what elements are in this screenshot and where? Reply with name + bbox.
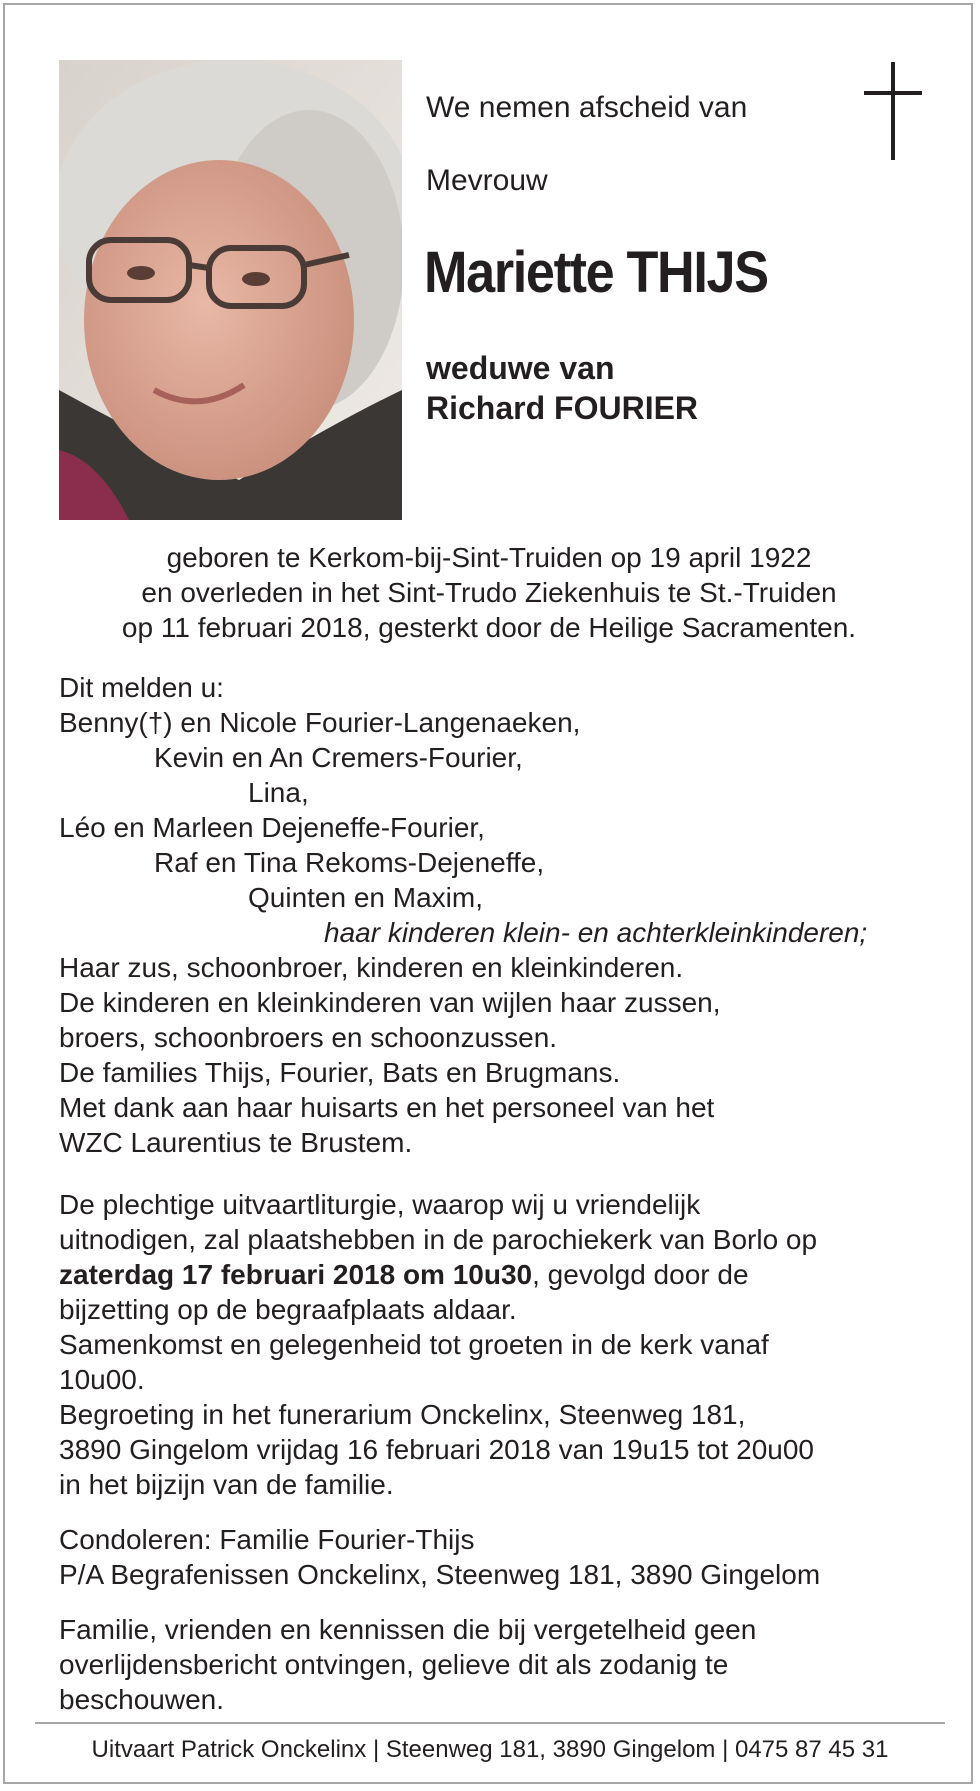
service-date: zaterdag 17 februari 2018 om 10u30	[59, 1259, 533, 1290]
deceased-name: Mariette THIJS	[424, 240, 768, 305]
service-line: De plechtige uitvaartliturgie, waarop wij u vriendelijk	[59, 1189, 701, 1220]
mourner-line: Lina,	[248, 777, 309, 808]
service-date-line	[59, 1257, 939, 1292]
spouse-info	[426, 348, 698, 428]
mourner-line: haar kinderen klein- en achterkleinkinderen;	[324, 917, 868, 948]
service-line: Samenkomst en gelegenheid tot groeten in de kerk vanaf	[59, 1329, 769, 1360]
spouse-line-1: weduwe van	[426, 350, 615, 386]
mourner-line: Léo en Marleen Dejeneffe-Fourier,	[59, 812, 485, 843]
mourners-intro: Dit melden u:	[59, 672, 224, 703]
mourner-line: WZC Laurentius te Brustem.	[59, 1127, 413, 1158]
portrait-photo	[59, 60, 402, 520]
mourner-line: De families Thijs, Fourier, Bats en Brugmans.	[59, 1057, 621, 1088]
footer-divider	[35, 1722, 945, 1724]
service-line: 3890 Gingelom vrijdag 16 februari 2018 van 19u15 tot 20u00	[59, 1434, 814, 1465]
mourner-line: Met dank aan haar huisarts en het personeel van het	[59, 1092, 715, 1123]
spouse-line-2: Richard FOURIER	[426, 390, 699, 426]
condolence-line: P/A Begrafenissen Onckelinx, Steenweg 181, 3890 Gingelom	[59, 1559, 821, 1590]
bio-line: geboren te Kerkom-bij-Sint-Truiden op 19 april 1922	[166, 542, 812, 573]
mourner-line: Kevin en An Cremers-Fourier,	[154, 742, 523, 773]
service-line: 10u00.	[59, 1364, 145, 1395]
mourner-line: De kinderen en kleinkinderen van wijlen haar zussen,	[59, 987, 721, 1018]
bio-block	[59, 540, 919, 645]
mourner-line: Raf en Tina Rekoms-Dejeneffe,	[154, 847, 545, 878]
cross-icon	[864, 62, 922, 160]
service-line: uitnodigen, zal plaatshebben in de parochiekerk van Borlo op	[59, 1224, 818, 1255]
mourner-line: Quinten en Maxim,	[248, 882, 483, 913]
closing-line: Familie, vrienden en kennissen die bij vergetelheid geen	[59, 1614, 757, 1645]
service-line: in het bijzijn van de familie.	[59, 1469, 394, 1500]
intro-text: We nemen afscheid van	[426, 91, 748, 124]
title-prefix: Mevrouw	[426, 164, 548, 197]
mourner-line: broers, schoonbroers en schoonzussen.	[59, 1022, 558, 1053]
bio-line: op 11 februari 2018, gesterkt door de Heilige Sacramenten.	[121, 612, 857, 643]
closing-line: overlijdensbericht ontvingen, gelieve dit als zodanig te	[59, 1649, 729, 1680]
notice-body	[59, 670, 939, 1717]
closing-line: beschouwen.	[59, 1684, 225, 1715]
bio-line: en overleden in het Sint-Trudo Ziekenhuis te St.-Truiden	[141, 577, 837, 608]
mourner-line: Haar zus, schoonbroer, kinderen en kleinkinderen.	[59, 952, 684, 983]
footer-contact: Uitvaart Patrick Onckelinx | Steenweg 181, 3890 Gingelom | 0475 87 45 31	[91, 1736, 889, 1763]
mourner-line: Benny(†) en Nicole Fourier-Langenaeken,	[59, 707, 581, 738]
condolence-line: Condoleren: Familie Fourier-Thijs	[59, 1524, 475, 1555]
service-line: Begroeting in het funerarium Onckelinx, Steenweg 181,	[59, 1399, 746, 1430]
service-line: bijzetting op de begraafplaats aldaar.	[59, 1294, 517, 1325]
service-line-rest: , gevolgd door de	[532, 1259, 749, 1290]
